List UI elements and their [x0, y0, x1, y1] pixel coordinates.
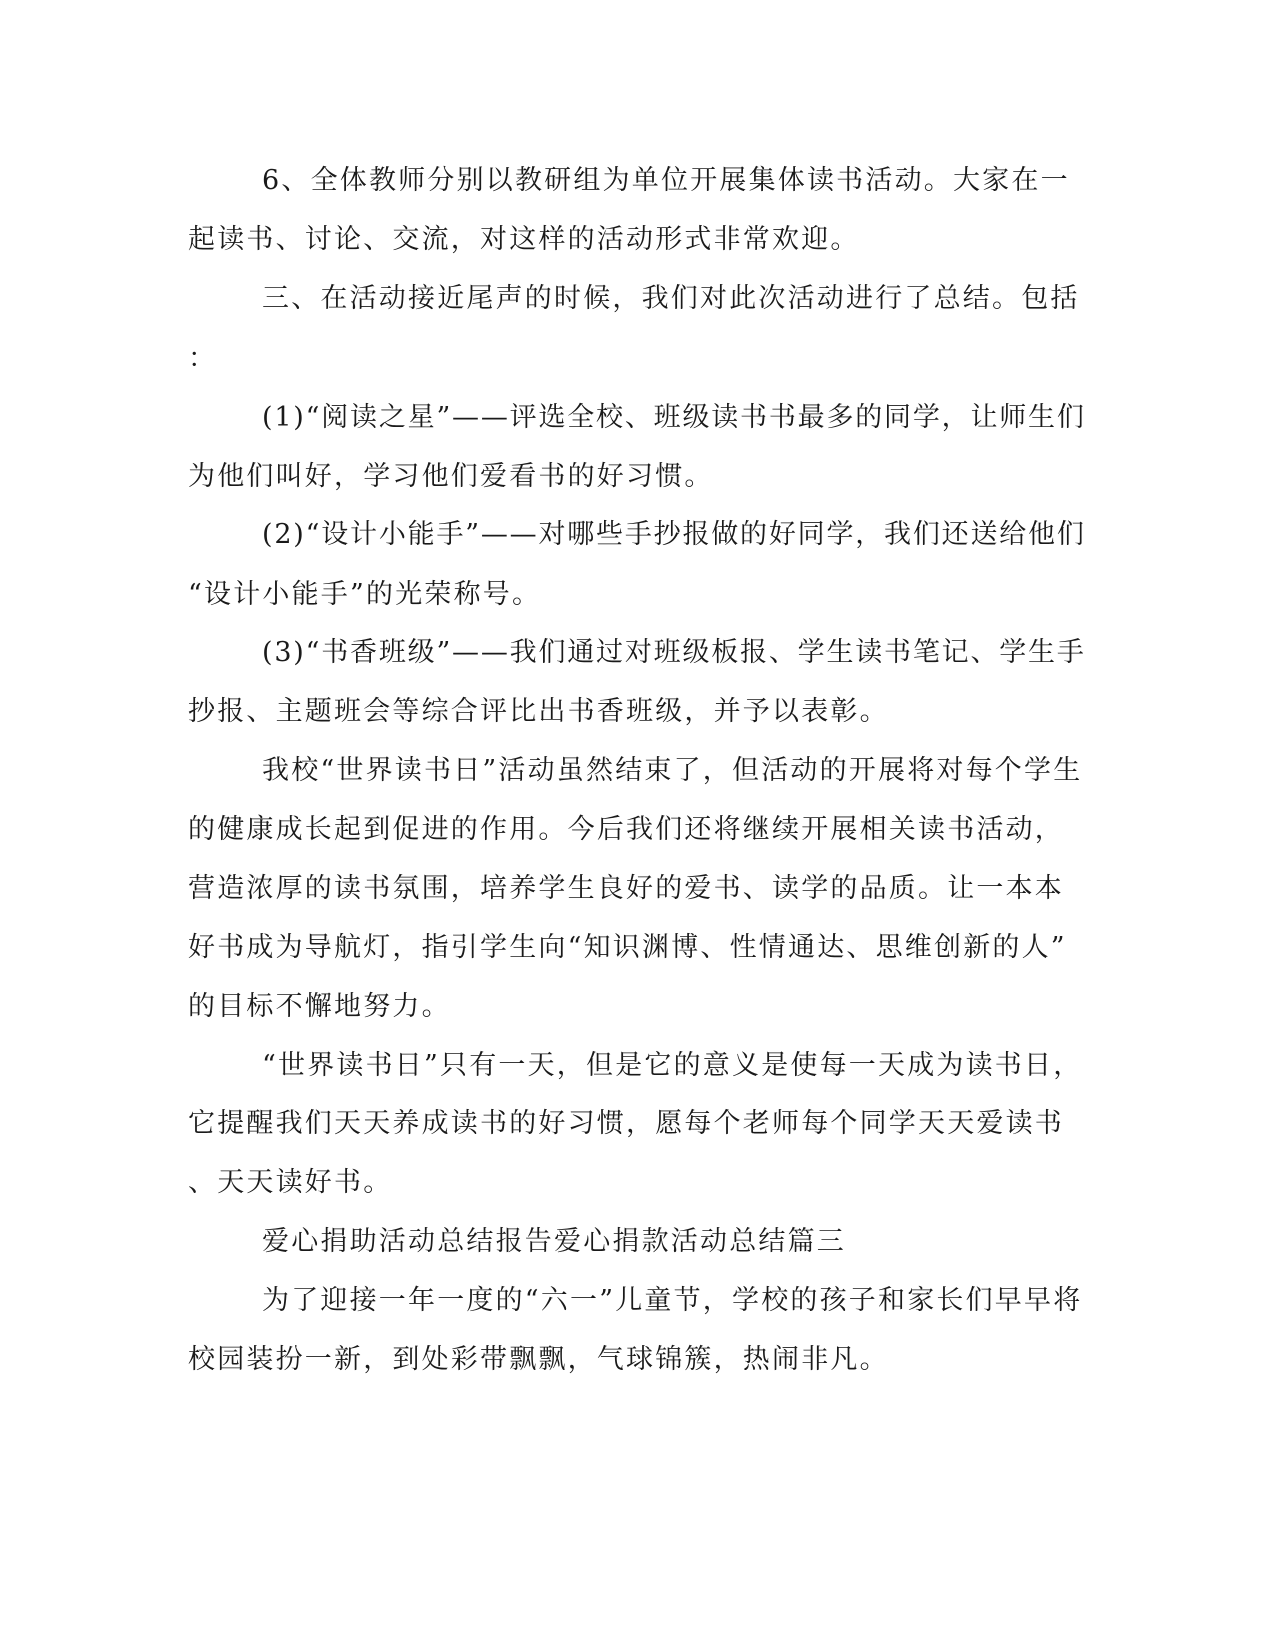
text-line: 的健康成长起到促进的作用。今后我们还将继续开展相关读书活动， [188, 814, 1064, 845]
text-line: (1)“阅读之星”——评选全校、班级读书书最多的同学，让师生们 [262, 402, 1086, 433]
text-line: (2)“设计小能手”——对哪些手抄报做的好同学，我们还送给他们 [262, 519, 1086, 550]
text-line: 好书成为导航灯，指引学生向“知识渊博、性情通达、思维创新的人” [188, 932, 1067, 963]
text-line: 我校“世界读书日”活动虽然结束了，但活动的开展将对每个学生 [262, 755, 1083, 786]
text-line: 的目标不懈地努力。 [188, 991, 451, 1022]
text-line: 它提醒我们天天养成读书的好习惯，愿每个老师每个同学天天爱读书 [188, 1108, 1064, 1139]
text-line: 营造浓厚的读书氛围，培养学生良好的爱书、读学的品质。让一本本 [188, 873, 1064, 904]
text-line: “世界读书日”只有一天，但是它的意义是使每一天成为读书日， [262, 1050, 1083, 1081]
text-line: 为他们叫好，学习他们爱看书的好习惯。 [188, 461, 714, 492]
text-line: “设计小能手”的光荣称号。 [188, 579, 542, 610]
text-line: 三、在活动接近尾声的时候，我们对此次活动进行了总结。包括 [262, 283, 1080, 314]
text-line: 起读书、讨论、交流，对这样的活动形式非常欢迎。 [188, 224, 860, 255]
text-line: ： [188, 343, 218, 374]
text-line: 抄报、主题班会等综合评比出书香班级，并予以表彰。 [188, 696, 889, 727]
text-line: 校园装扮一新，到处彩带飘飘，气球锦簇，热闹非凡。 [188, 1344, 889, 1375]
text-line: (3)“书香班级”——我们通过对班级板报、学生读书笔记、学生手 [262, 637, 1086, 668]
section-heading: 爱心捐助活动总结报告爱心捐款活动总结篇三 [262, 1226, 846, 1257]
text-line: 6、全体教师分别以教研组为单位开展集体读书活动。大家在一 [262, 165, 1070, 196]
text-line: 为了迎接一年一度的“六一”儿童节，学校的孩子和家长们早早将 [262, 1285, 1083, 1316]
text-line: 、天天读好书。 [188, 1167, 393, 1198]
